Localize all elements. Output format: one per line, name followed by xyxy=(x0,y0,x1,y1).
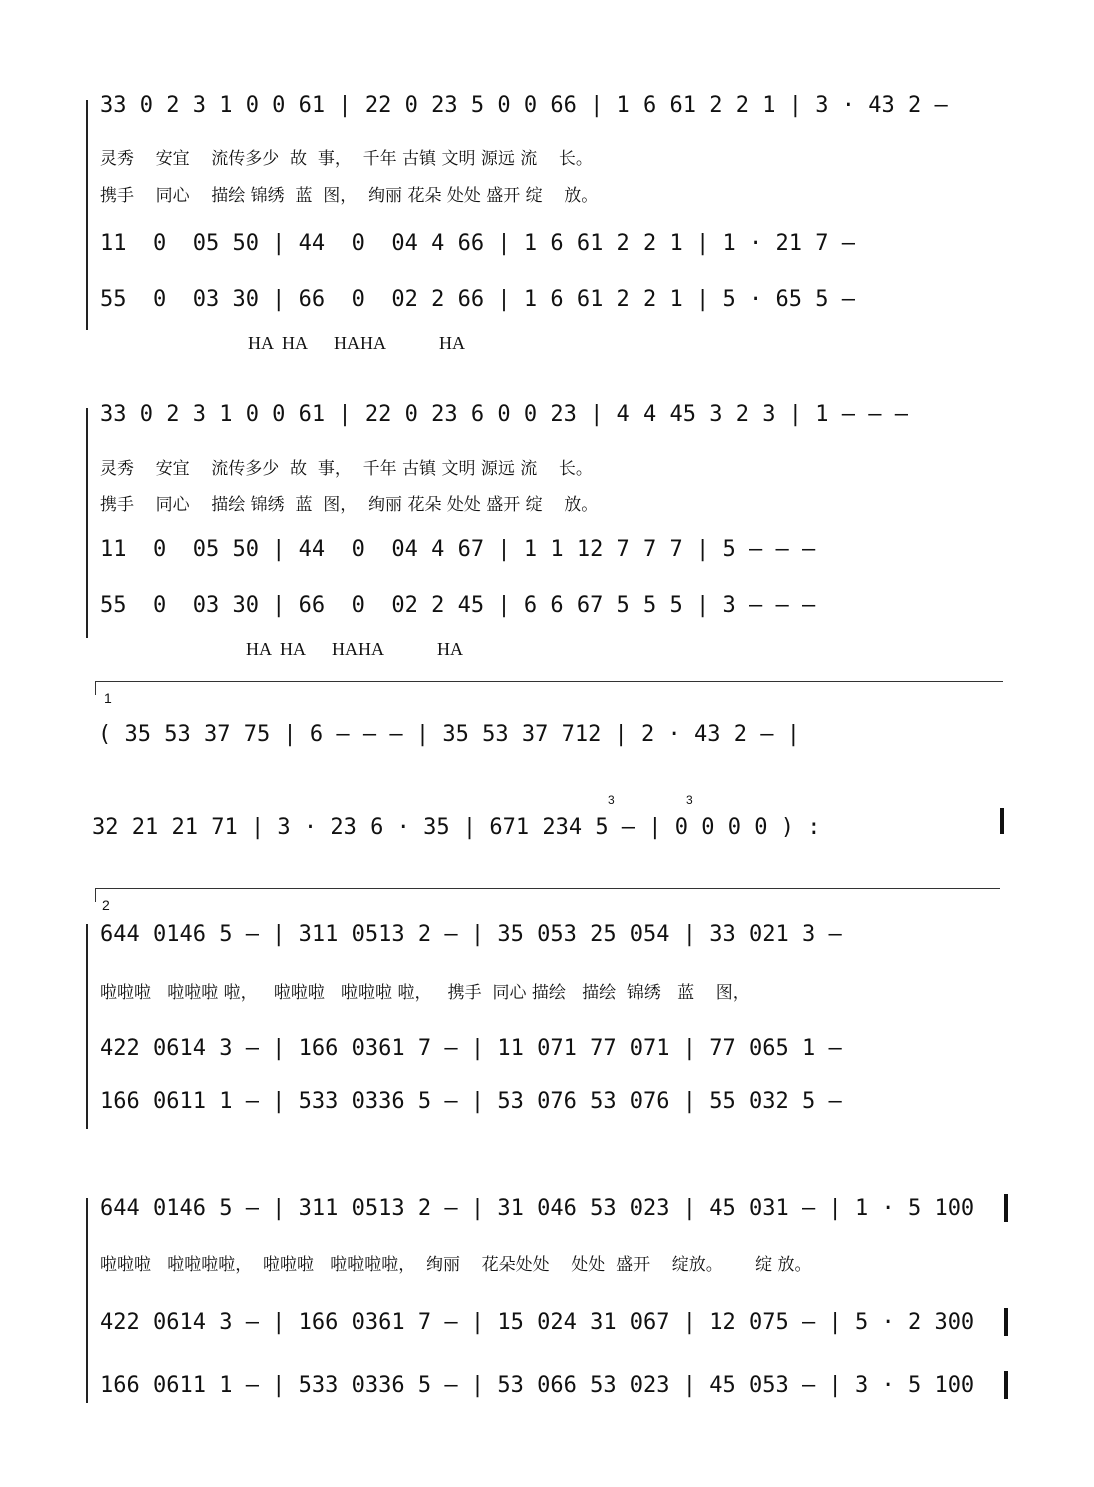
final-barline xyxy=(1004,1308,1008,1336)
melody-line: 33 0 2 3 1 0 0 61 | 22 0 23 5 0 0 66 | 1 6 61 2 2 1 | 3 · 43 2 – xyxy=(100,93,948,118)
final-barline xyxy=(1004,1371,1008,1399)
alto-line: 422 0614 3 – | 166 0361 7 – | 15 024 31 067 | 12 075 – | 5 · 2 300 xyxy=(100,1310,975,1335)
lyrics-verse-1: 灵秀 安宜 流传多少 故 事， 千年 古镇 文明 源远 流 长。 xyxy=(100,459,593,479)
triplet-mark: 3 xyxy=(608,793,615,807)
triplet-mark: 3 xyxy=(686,793,693,807)
volta-tick xyxy=(95,681,96,695)
melody-line: 644 0146 5 – | 311 0513 2 – | 35 053 25 054 | 33 021 3 – xyxy=(100,922,842,947)
ha-vocal-text: HA HA HAHA HA xyxy=(246,639,464,659)
alto-line: 422 0614 3 – | 166 0361 7 – | 11 071 77 071 | 77 065 1 – xyxy=(100,1036,842,1061)
lyrics-verse-2: 携手 同心 描绘 锦绣 蓝 图， 绚丽 花朵 处处 盛开 绽 放。 xyxy=(100,186,599,206)
interlude-line-2: 32 21 21 71 | 3 · 23 6 · 35 | 671 234 5 – | 0 0 0 0 ) : xyxy=(92,815,821,840)
volta-bracket-1 xyxy=(95,681,1003,682)
bass-line: 166 0611 1 – | 533 0336 5 – | 53 076 53 076 | 55 032 5 – xyxy=(100,1089,842,1114)
ha-vocal-text: HA HA HAHA HA xyxy=(248,333,466,353)
alto-line: 11 0 05 50 | 44 0 04 4 67 | 1 1 12 7 7 7 | 5 – – – xyxy=(100,537,816,562)
volta-label: 2 xyxy=(102,897,110,913)
lyrics-line: 啦啦啦 啦啦啦 啦， 啦啦啦 啦啦啦 啦， 携手 同心 描绘 描绘 锦绣 蓝 图， xyxy=(100,983,750,1003)
bass-line: 166 0611 1 – | 533 0336 5 – | 53 066 53 023 | 45 053 – | 3 · 5 100 xyxy=(100,1373,975,1398)
melody-line: 33 0 2 3 1 0 0 61 | 22 0 23 6 0 0 23 | 4 4 45 3 2 3 | 1 – – – xyxy=(100,402,908,427)
volta-bracket-2 xyxy=(95,888,1000,889)
system-bracket xyxy=(86,1198,88,1403)
volta-tick xyxy=(95,888,96,902)
bass-line: 55 0 03 30 | 66 0 02 2 45 | 6 6 67 5 5 5 | 3 – – – xyxy=(100,593,816,618)
system-bracket xyxy=(86,100,88,330)
melody-line: 644 0146 5 – | 311 0513 2 – | 31 046 53 023 | 45 031 – | 1 · 5 100 xyxy=(100,1196,975,1221)
bass-line: 55 0 03 30 | 66 0 02 2 66 | 1 6 61 2 2 1 | 5 · 65 5 – xyxy=(100,287,855,312)
system-bracket xyxy=(86,408,88,638)
lyrics-verse-2: 携手 同心 描绘 锦绣 蓝 图， 绚丽 花朵 处处 盛开 绽 放。 xyxy=(100,495,599,515)
alto-line: 11 0 05 50 | 44 0 04 4 66 | 1 6 61 2 2 1 | 1 · 21 7 – xyxy=(100,231,855,256)
repeat-end-barline xyxy=(1000,808,1004,834)
final-barline xyxy=(1004,1194,1008,1222)
lyrics-verse-1: 灵秀 安宜 流传多少 故 事， 千年 古镇 文明 源远 流 长。 xyxy=(100,149,593,169)
volta-label: 1 xyxy=(104,690,112,706)
system-bracket xyxy=(86,924,88,1129)
lyrics-line: 啦啦啦 啦啦啦啦， 啦啦啦 啦啦啦啦， 绚丽 花朵处处 处处 盛开 绽放。 绽 放。 xyxy=(100,1255,812,1275)
interlude-line-1: ( 35 53 37 75 | 6 – – – | 35 53 37 712 | 2 · 43 2 – | xyxy=(98,722,800,747)
